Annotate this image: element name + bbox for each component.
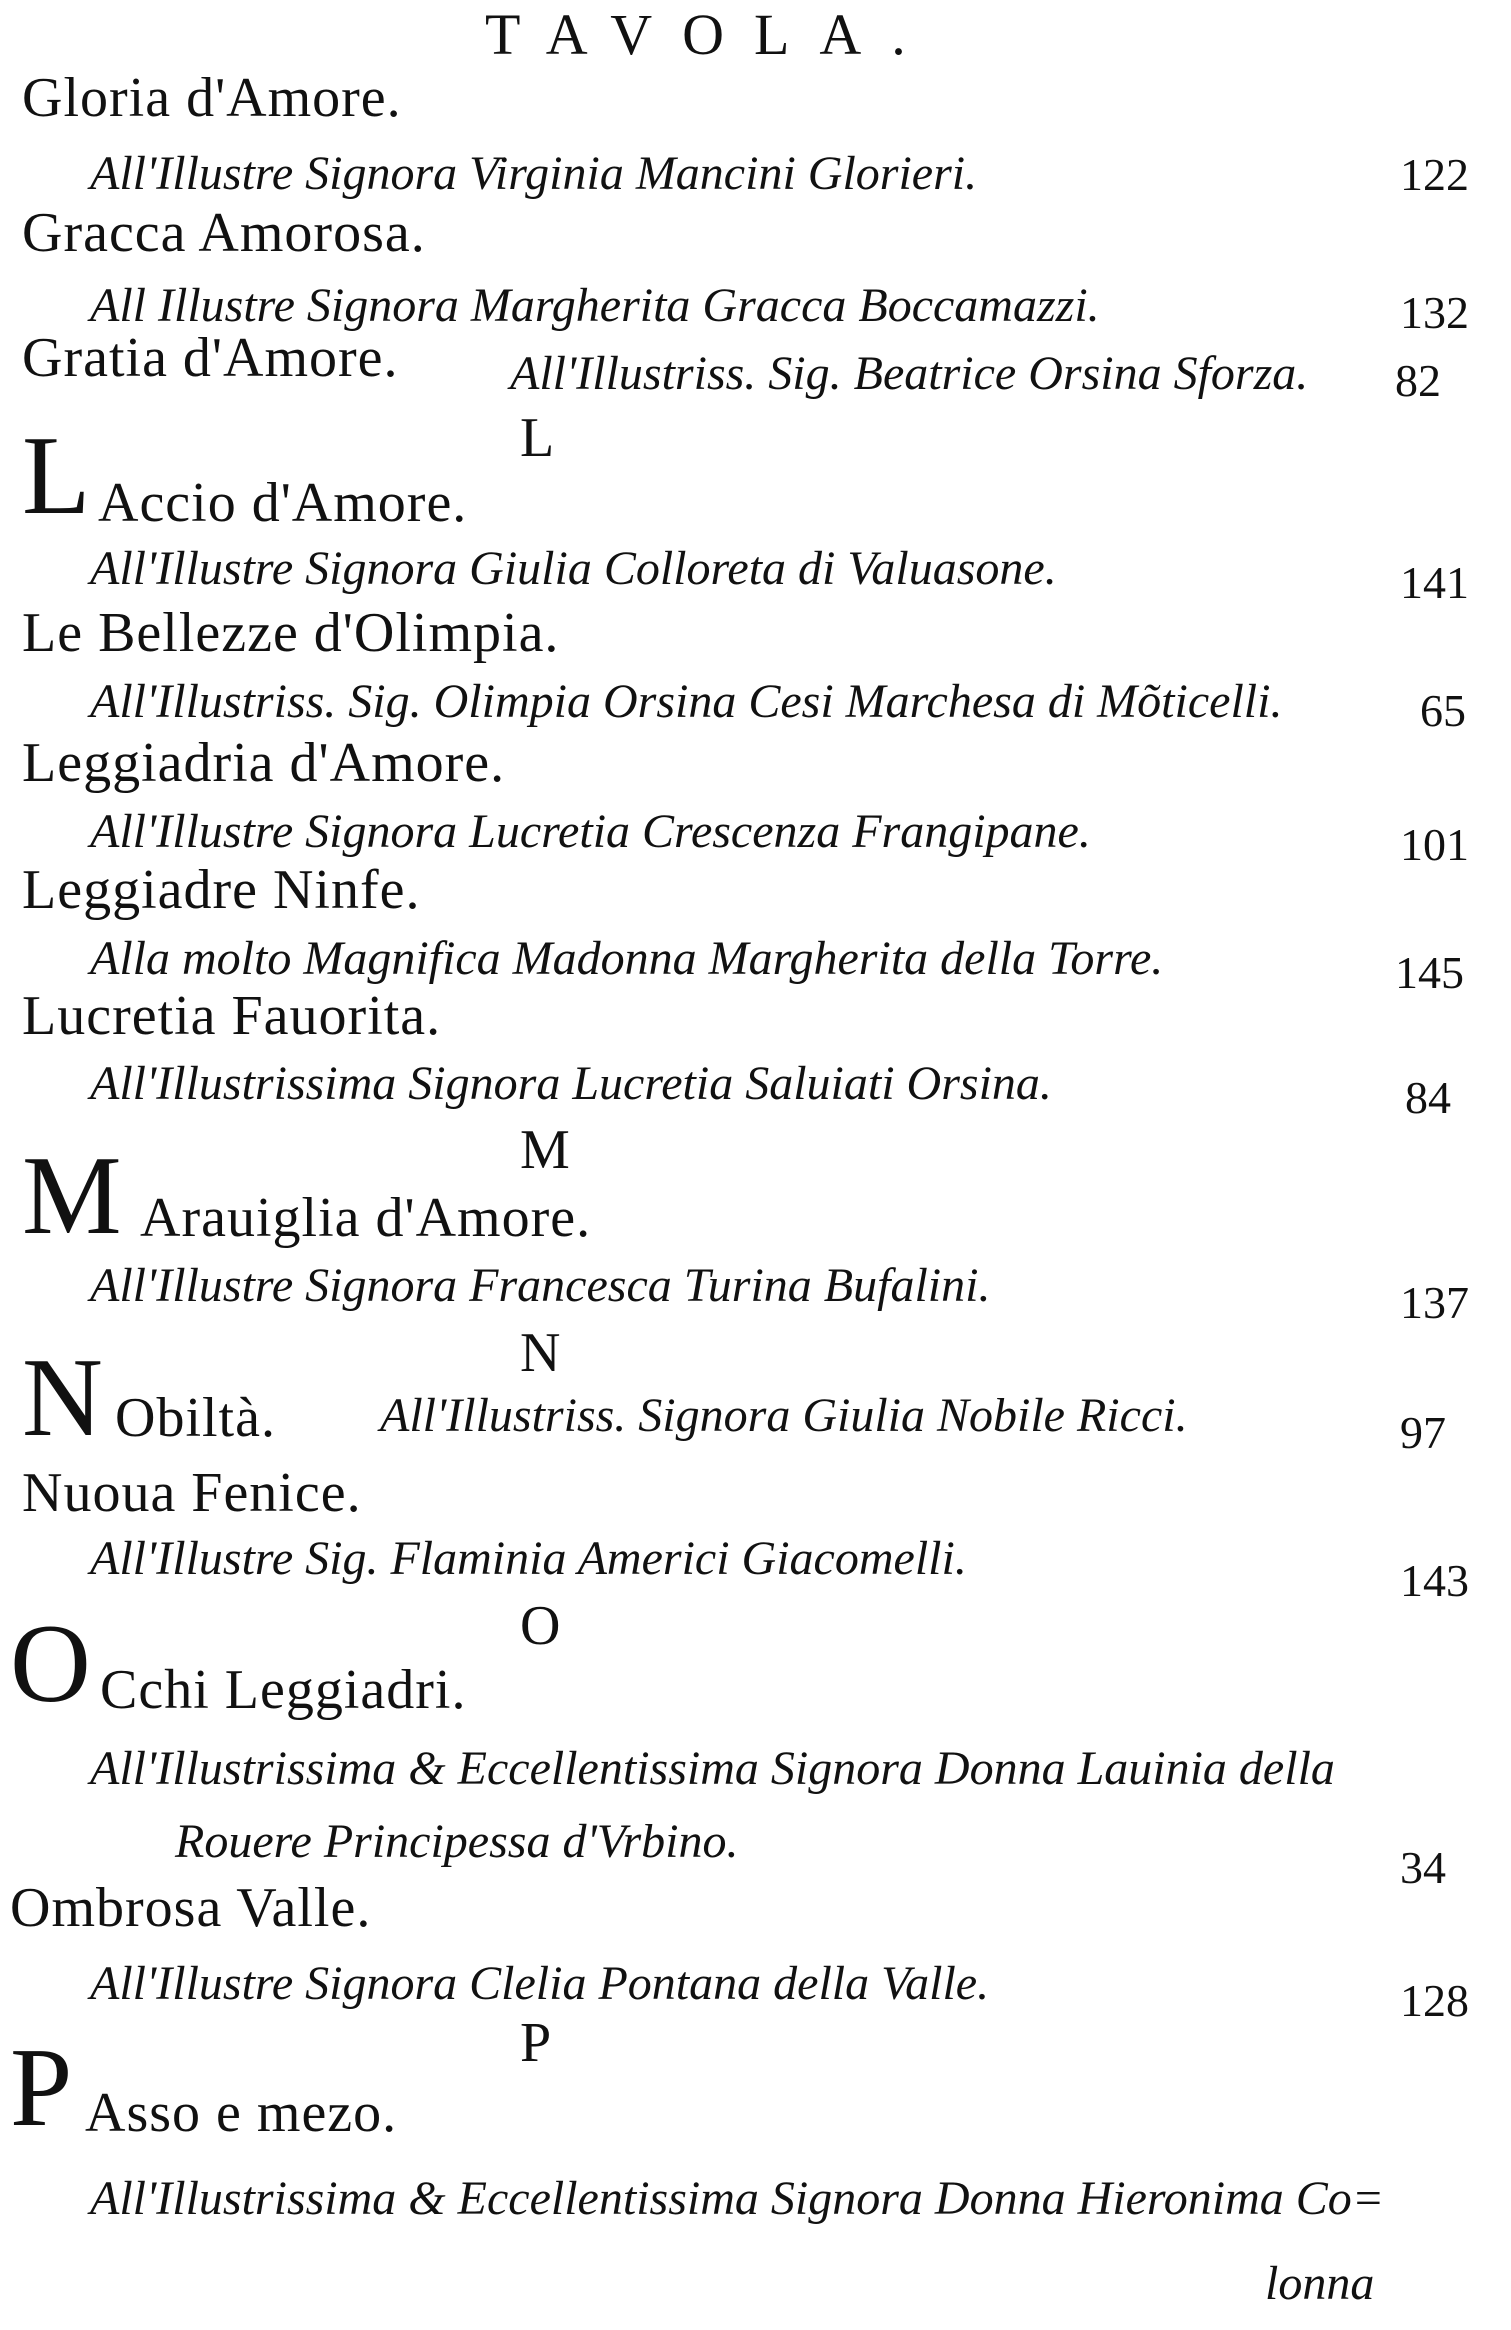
entry-dedication: All'Illustriss. Sig. Beatrice Orsina Sforza. bbox=[510, 347, 1309, 400]
page-number: 143 bbox=[1400, 1555, 1469, 1606]
page-title: TAVOLA. bbox=[485, 2, 936, 67]
page-number: 132 bbox=[1400, 287, 1469, 338]
section-letter: L bbox=[520, 407, 555, 469]
entry-title: Gracca Amorosa. bbox=[22, 202, 426, 264]
entry-dedication: All'Illustre Signora Lucretia Crescenza Frangipane. bbox=[90, 805, 1091, 858]
initial-letter: N bbox=[22, 1336, 103, 1460]
entry-dedication: All'Illustre Signora Clelia Pontana della Valle. bbox=[90, 1957, 990, 2010]
section-letter: N bbox=[520, 1322, 561, 1384]
entry-title: Gratia d'Amore. bbox=[22, 327, 399, 389]
page-number: 137 bbox=[1400, 1277, 1469, 1328]
page-number: 65 bbox=[1420, 685, 1466, 736]
entry-title: Lucretia Fauorita. bbox=[22, 985, 442, 1047]
entry-dedication: All'Illustre Signora Giulia Colloreta di Valuasone. bbox=[90, 542, 1057, 595]
page-number: 141 bbox=[1400, 557, 1469, 608]
initial-letter: L bbox=[22, 414, 91, 538]
entry-title: Leggiadria d'Amore. bbox=[22, 732, 506, 794]
entry-title: Arauiglia d'Amore. bbox=[140, 1187, 592, 1249]
entry-title: Gloria d'Amore. bbox=[22, 67, 402, 129]
entry-dedication-continued: Rouere Principessa d'Vrbino. bbox=[175, 1815, 739, 1868]
entry-dedication: All Illustre Signora Margherita Gracca Boccamazzi. bbox=[90, 279, 1100, 332]
page-number: 101 bbox=[1400, 819, 1469, 870]
page-number: 122 bbox=[1400, 149, 1469, 200]
entry-dedication: All'Illustrissima & Eccellentissima Signora Donna Hieronima Co= bbox=[90, 2172, 1385, 2225]
entry-dedication: All'Illustrissima Signora Lucretia Saluiati Orsina. bbox=[90, 1057, 1052, 1110]
entry-title: Leggiadre Ninfe. bbox=[22, 859, 421, 921]
entry-title: Cchi Leggiadri. bbox=[100, 1659, 467, 1721]
page-number: 84 bbox=[1405, 1072, 1451, 1123]
entry-dedication: All'Illustre Signora Virginia Mancini Glorieri. bbox=[90, 147, 978, 200]
entry-dedication: All'Illustriss. Signora Giulia Nobile Ricci. bbox=[380, 1389, 1188, 1442]
entry-dedication: Alla molto Magnifica Madonna Margherita della Torre. bbox=[90, 932, 1164, 985]
page-number: 97 bbox=[1400, 1407, 1446, 1458]
page-number: 145 bbox=[1395, 947, 1464, 998]
section-letter: P bbox=[520, 2012, 552, 2074]
entry-dedication: All'Illustriss. Sig. Olimpia Orsina Cesi Marchesa di Mõticelli. bbox=[90, 675, 1283, 728]
initial-letter: M bbox=[22, 1134, 122, 1258]
initial-letter: P bbox=[10, 2026, 73, 2150]
initial-letter: O bbox=[10, 1602, 91, 1726]
entry-title: Accio d'Amore. bbox=[98, 472, 468, 534]
page-number: 82 bbox=[1395, 355, 1441, 406]
section-letter: O bbox=[520, 1595, 561, 1657]
entry-dedication: All'Illustre Signora Francesca Turina Bufalini. bbox=[90, 1259, 991, 1312]
entry-title: Obiltà. bbox=[115, 1387, 276, 1449]
section-letter: M bbox=[520, 1119, 570, 1181]
page-number: 34 bbox=[1400, 1842, 1446, 1893]
page-number: 128 bbox=[1400, 1975, 1469, 2026]
entry-title: Asso e mezo. bbox=[85, 2082, 398, 2144]
entry-title: Le Bellezze d'Olimpia. bbox=[22, 602, 560, 664]
entry-dedication: All'Illustrissima & Eccellentissima Signora Donna Lauinia della bbox=[90, 1742, 1335, 1795]
entry-title: Nuoua Fenice. bbox=[22, 1462, 362, 1524]
entry-dedication: All'Illustre Sig. Flaminia Americi Giacomelli. bbox=[90, 1532, 967, 1585]
entry-dedication-continued: lonna bbox=[1265, 2257, 1375, 2310]
entry-title: Ombrosa Valle. bbox=[10, 1877, 372, 1939]
